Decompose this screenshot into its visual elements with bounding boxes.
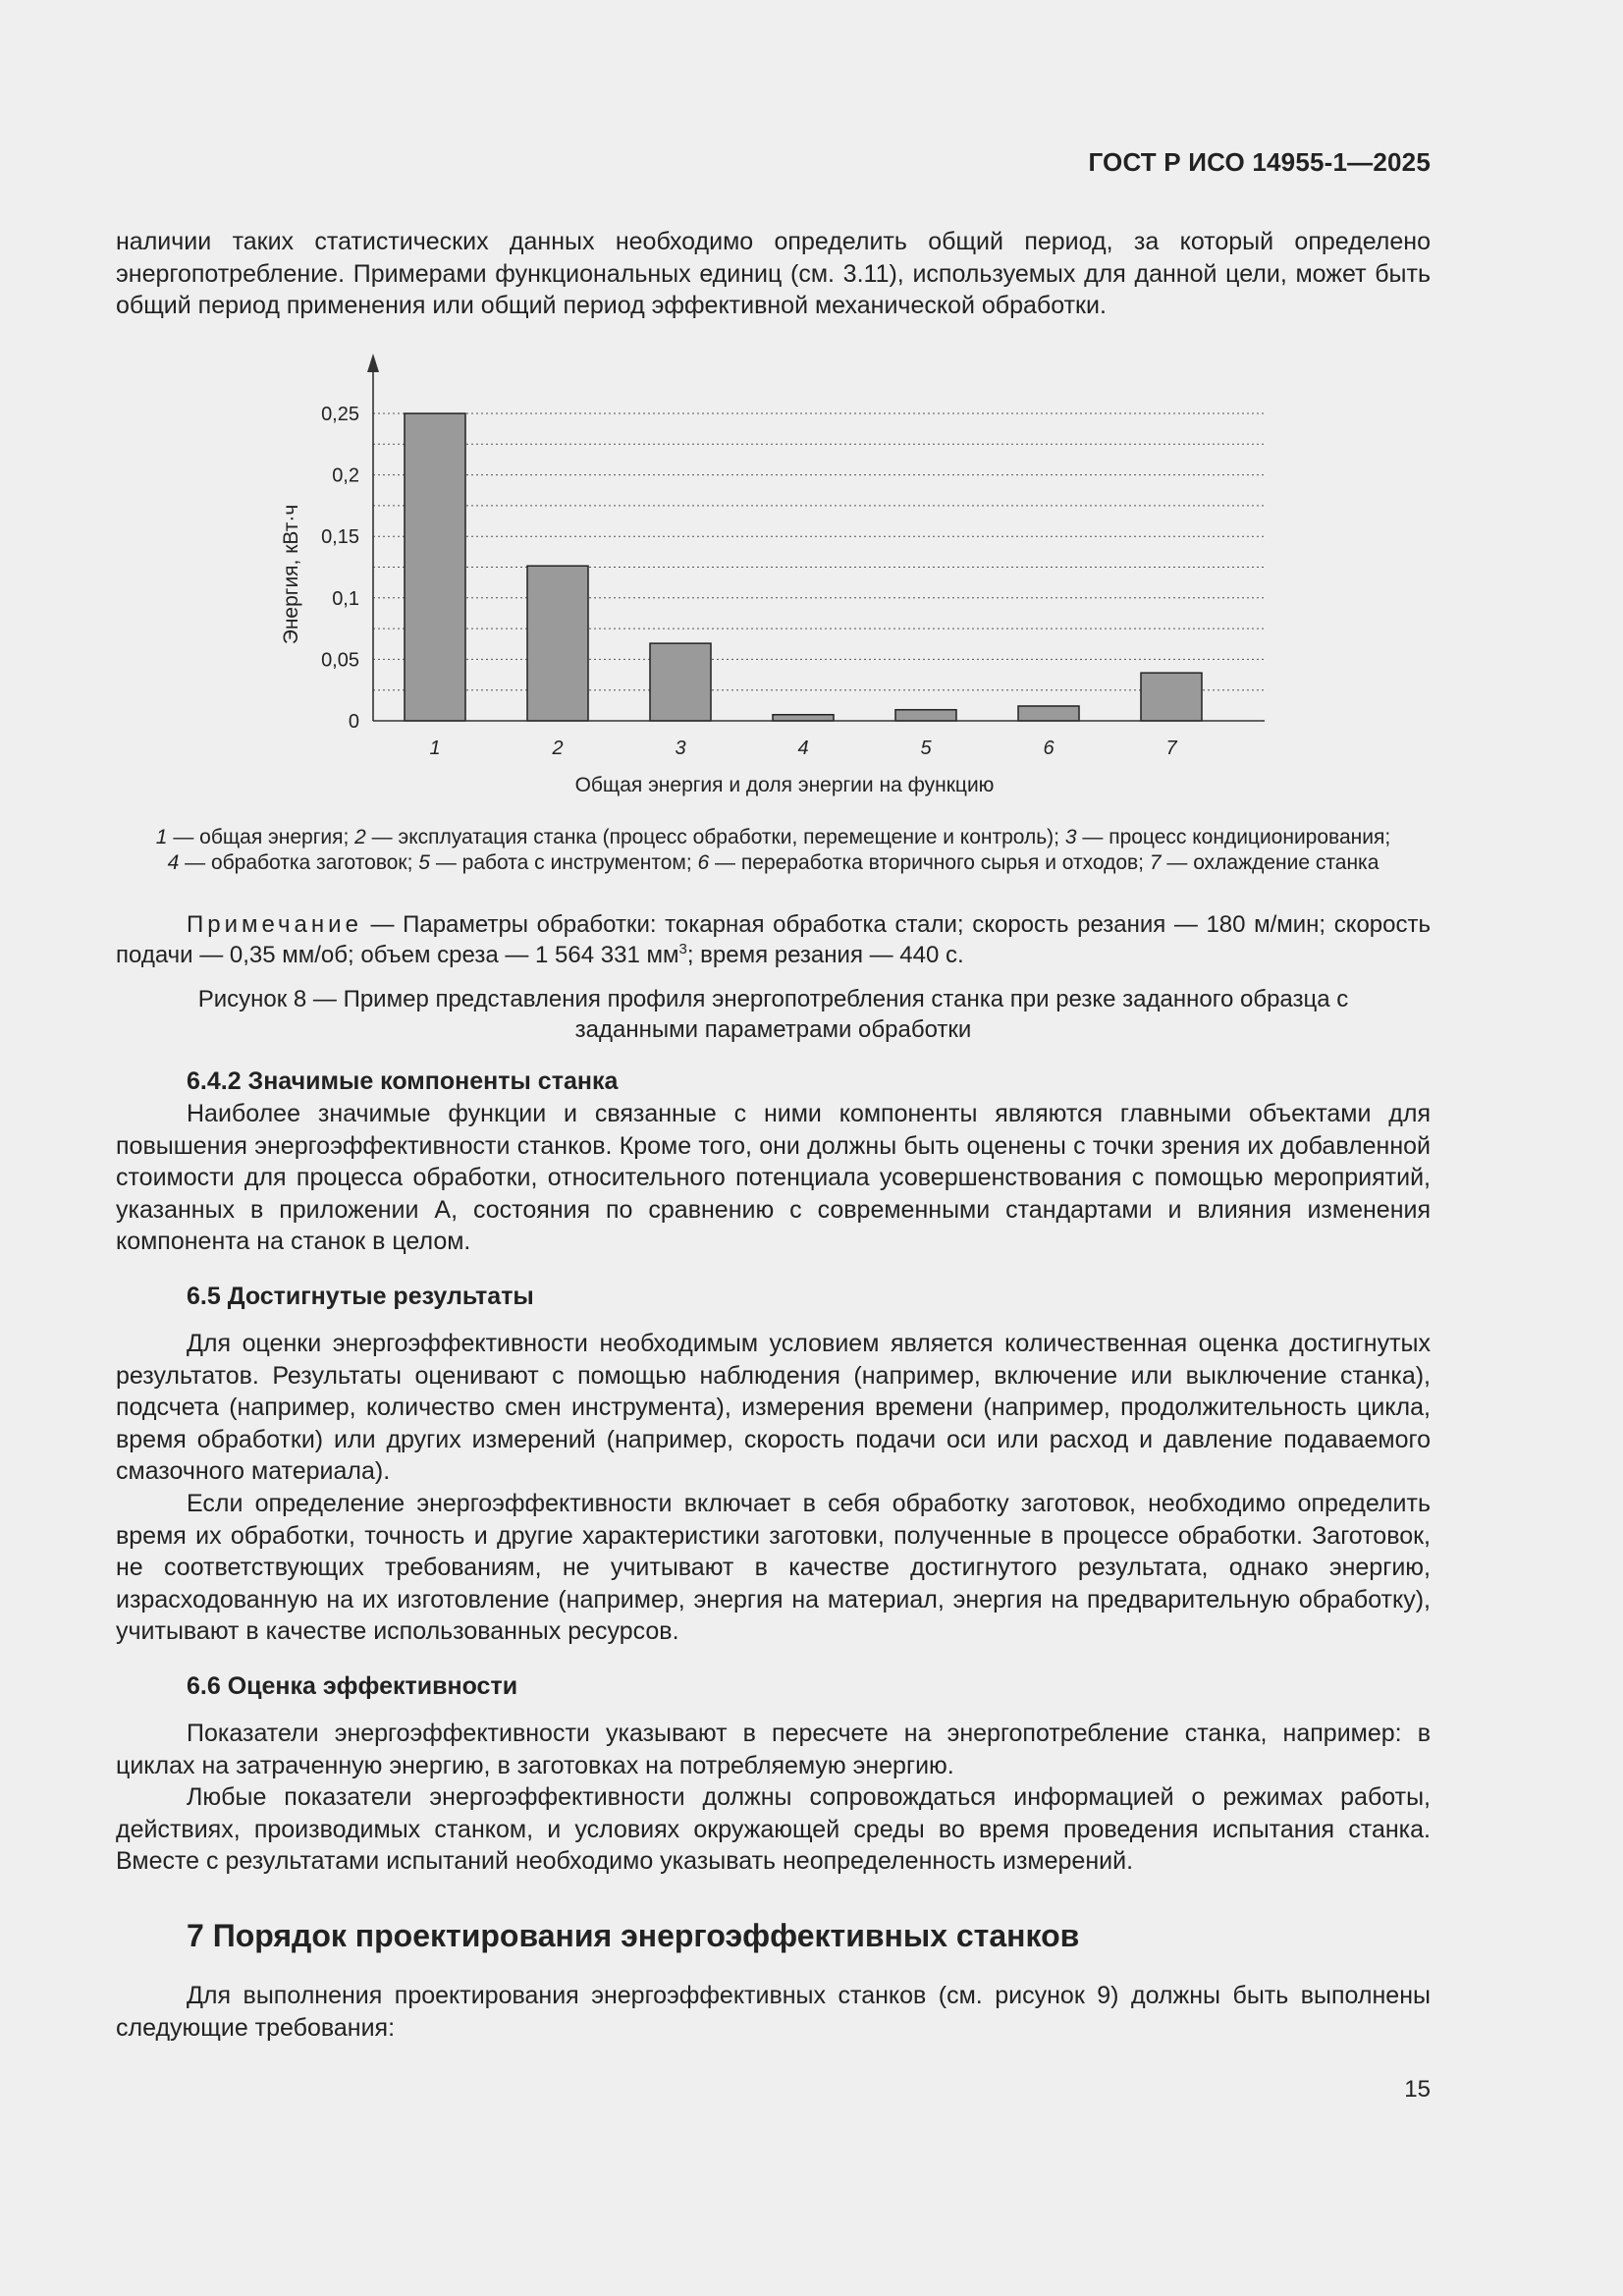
figure-title-line-2: заданными параметрами обработки [574, 1016, 972, 1043]
y-tick-labels [321, 404, 359, 733]
note-label: Примечание [187, 911, 362, 938]
section-6-4-2-heading: 6.4.2 Значимые компоненты станка [187, 1067, 619, 1095]
legend-number: 7 [1149, 851, 1162, 874]
bar-2 [527, 566, 588, 721]
page-number: 15 [1404, 2076, 1431, 2103]
legend-text: — общая энергия; [167, 826, 355, 848]
section-6-5-paragraph-1: Для оценки энергоэффективности необходимым условием является количественная оценка достигнутых результатов. Результаты оценивают с помощью наблюдения (например, включение или выключение станка), подсчета (например, количество смен инструмента), измерения времени (например, продолжительность цикла, время обработки) или других измерений (например, скорость подачи оси или расход и давление подаваемого смазочного материала). [116, 1330, 1431, 1485]
legend-line-2 [116, 850, 1431, 876]
legend-number: 1 [155, 826, 168, 848]
figure-note [116, 909, 1431, 970]
y-tick-label: 0,1 [332, 587, 359, 610]
y-axis-arrow [367, 354, 379, 372]
section-7-text: Для выполнения проектирования энергоэффективных станков (см. рисунок 9) должны быть выполнены следующие требования: [116, 1982, 1431, 2042]
section-6-4-2-text: Наиболее значимые функции и связанные с ними компоненты являются главными объектами для повышения энергоэффективности станков. Кроме того, они должны быть оценены с точки зрения их добавленной стоимости для процесса обработки, относительного потенциала усовершенствования с помощью мероприятий, указанных в приложении А, состояния по сравнению с современными стандартами и влияния изменения компонента на станок в целом. [116, 1100, 1431, 1255]
section-7-heading: 7 Порядок проектирования энергоэффективных станков [187, 1918, 1080, 1953]
y-tick-label: 0,2 [332, 465, 359, 487]
intro-paragraph: наличии таких статистических данных необходимо определить общий период, за который определено энергопотребление. Примерами функциональных единиц (см. 3.11), используемых для данной цели, может быть общий период применения или общий период эффективной механической обработки. [116, 228, 1431, 319]
legend-number: 6 [697, 851, 710, 874]
legend-line-1 [116, 825, 1431, 850]
chart-bars [405, 413, 1202, 721]
bar-6 [1018, 706, 1079, 721]
y-axis-label: Энергия, кВт·ч [280, 504, 302, 645]
y-tick-label: 0,15 [321, 526, 359, 549]
legend-number: 2 [354, 826, 366, 848]
x-axis-label: Общая энергия и доля энергии на функцию [574, 774, 995, 796]
x-tick-label: 3 [675, 738, 686, 759]
x-tick-labels [429, 738, 1177, 759]
figure-legend [116, 825, 1431, 876]
section-6-6-heading: 6.6 Оценка эффективности [187, 1672, 518, 1700]
legend-text: — охлаждение станка [1161, 851, 1380, 874]
x-tick-label: 1 [429, 738, 441, 759]
section-6-5-paragraph-2: Если определение энергоэффективности включает в себя обработку заготовок, необходимо определить время их обработки, точность и другие характеристики заготовки, полученные в процессе обработки. Заготовок, не соответствующих требованиям, не учитывают в качестве достигнутого результата, однако энергию, израсходованную на их изготовление (например, энергия на материал, энергия на предварительную обработку), учитывают в качестве использованных ресурсов. [116, 1490, 1431, 1645]
legend-text: — процесс кондиционирования; [1076, 826, 1391, 848]
legend-text: — работа с инструментом; [429, 851, 698, 874]
figure-title-line-1: Рисунок 8 — Пример представления профиля энергопотребления станка при резке заданного образца с [197, 986, 1349, 1012]
legend-number: 3 [1064, 826, 1077, 848]
legend-text: — обработка заготовок; [179, 851, 419, 874]
x-tick-label: 5 [920, 738, 932, 759]
x-tick-label: 2 [552, 738, 564, 759]
section-6-5-heading: 6.5 Достигнутые результаты [187, 1283, 534, 1310]
chart-gridlines [373, 413, 1265, 690]
standard-code: ГОСТ Р ИСО 14955-1—2025 [1088, 147, 1431, 177]
bar-5 [895, 710, 956, 721]
energy-bar-chart [265, 349, 1286, 810]
legend-number: 5 [418, 851, 430, 874]
figure-title [116, 984, 1431, 1045]
legend-text: — переработка вторичного сырья и отходов; [709, 851, 1150, 874]
y-tick-label: 0,05 [321, 649, 359, 672]
section-6-6-paragraph-2: Любые показатели энергоэффективности должны сопровождаться информацией о режимах работы, действиях, производимых станком, и условиях окружающей среды во время проведения испытания станка. Вместе с результатами испытаний необходимо указывать неопределенность измерений. [116, 1783, 1431, 1875]
note-tail: ; время резания — 440 с. [686, 942, 964, 968]
y-tick-label: 0,25 [321, 404, 359, 425]
section-6-6-paragraph-1: Показатели энергоэффективности указывают в пересчете на энергопотребление станка, например: в циклах на затраченную энергию, в заготовках на потребляемую энергию. [116, 1720, 1431, 1779]
x-tick-label: 4 [797, 738, 809, 759]
legend-number: 4 [167, 851, 180, 874]
note-superscript: 3 [678, 941, 687, 957]
bar-3 [650, 643, 711, 721]
bar-4 [773, 715, 834, 721]
bar-7 [1141, 673, 1202, 721]
x-tick-label: 6 [1043, 738, 1055, 759]
y-tick-label: 0 [348, 711, 359, 733]
x-tick-label: 7 [1165, 738, 1177, 759]
note-text: — Параметры обработки: токарная обработка стали; скорость резания — 180 м/мин; скорость подачи — 0,35 мм/об; объем среза — 1 564 331 мм [116, 911, 1431, 968]
bar-1 [405, 413, 465, 721]
legend-text: — эксплуатация станка (процесс обработки, перемещение и контроль); [365, 826, 1065, 848]
